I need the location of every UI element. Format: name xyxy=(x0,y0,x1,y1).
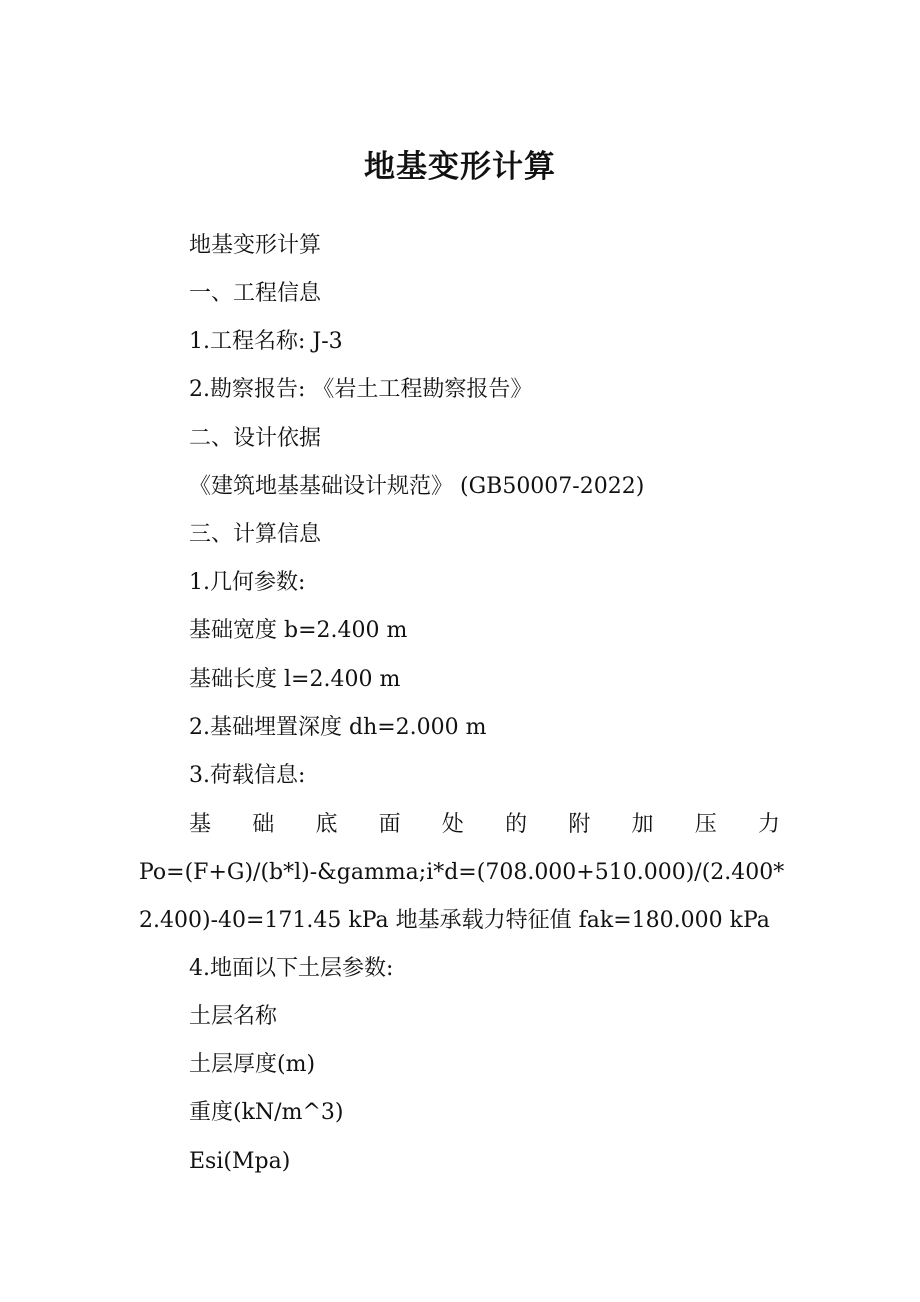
survey-report-line: 2.勘察报告: 《岩土工程勘察报告》 xyxy=(189,377,533,402)
esi-line: Esi(Mpa) xyxy=(189,1149,291,1174)
section-2-heading: 二、设计依据 xyxy=(189,426,322,451)
soil-name-line: 土层名称 xyxy=(189,1004,278,1029)
additional-pressure-formula: Po=(F+G)/(b*l)-&gamma;i*d=(708.000+510.000)/(2.400* xyxy=(139,860,785,885)
load-info-line: 3.荷载信息: xyxy=(189,763,306,788)
section-1-heading: 一、工程信息 xyxy=(189,281,322,306)
foundation-length-line: 基础长度 l=2.400 m xyxy=(189,667,401,692)
additional-pressure-label: 基础底面处的附加压力 xyxy=(189,812,780,837)
bearing-capacity-line: 2.400)-40=171.45 kPa 地基承载力特征值 fak=180.000 kPa xyxy=(139,908,770,933)
design-code-line: 《建筑地基基础设计规范》 (GB50007-2022) xyxy=(189,474,645,499)
additional-pressure-paragraph xyxy=(139,801,785,945)
unit-weight-line: 重度(kN/m^3) xyxy=(189,1100,344,1125)
soil-params-heading: 4.地面以下土层参数: xyxy=(189,956,394,981)
subtitle: 地基变形计算 xyxy=(189,233,322,258)
foundation-width-line: 基础宽度 b=2.400 m xyxy=(189,618,408,643)
soil-thickness-line: 土层厚度(m) xyxy=(189,1052,316,1077)
embedment-depth-line: 2.基础埋置深度 dh=2.000 m xyxy=(189,715,487,740)
geometry-params-line: 1.几何参数: xyxy=(189,570,306,595)
project-name-line: 1.工程名称: J-3 xyxy=(189,329,343,354)
document-title: 地基变形计算 xyxy=(364,149,556,185)
section-3-heading: 三、计算信息 xyxy=(189,522,322,547)
